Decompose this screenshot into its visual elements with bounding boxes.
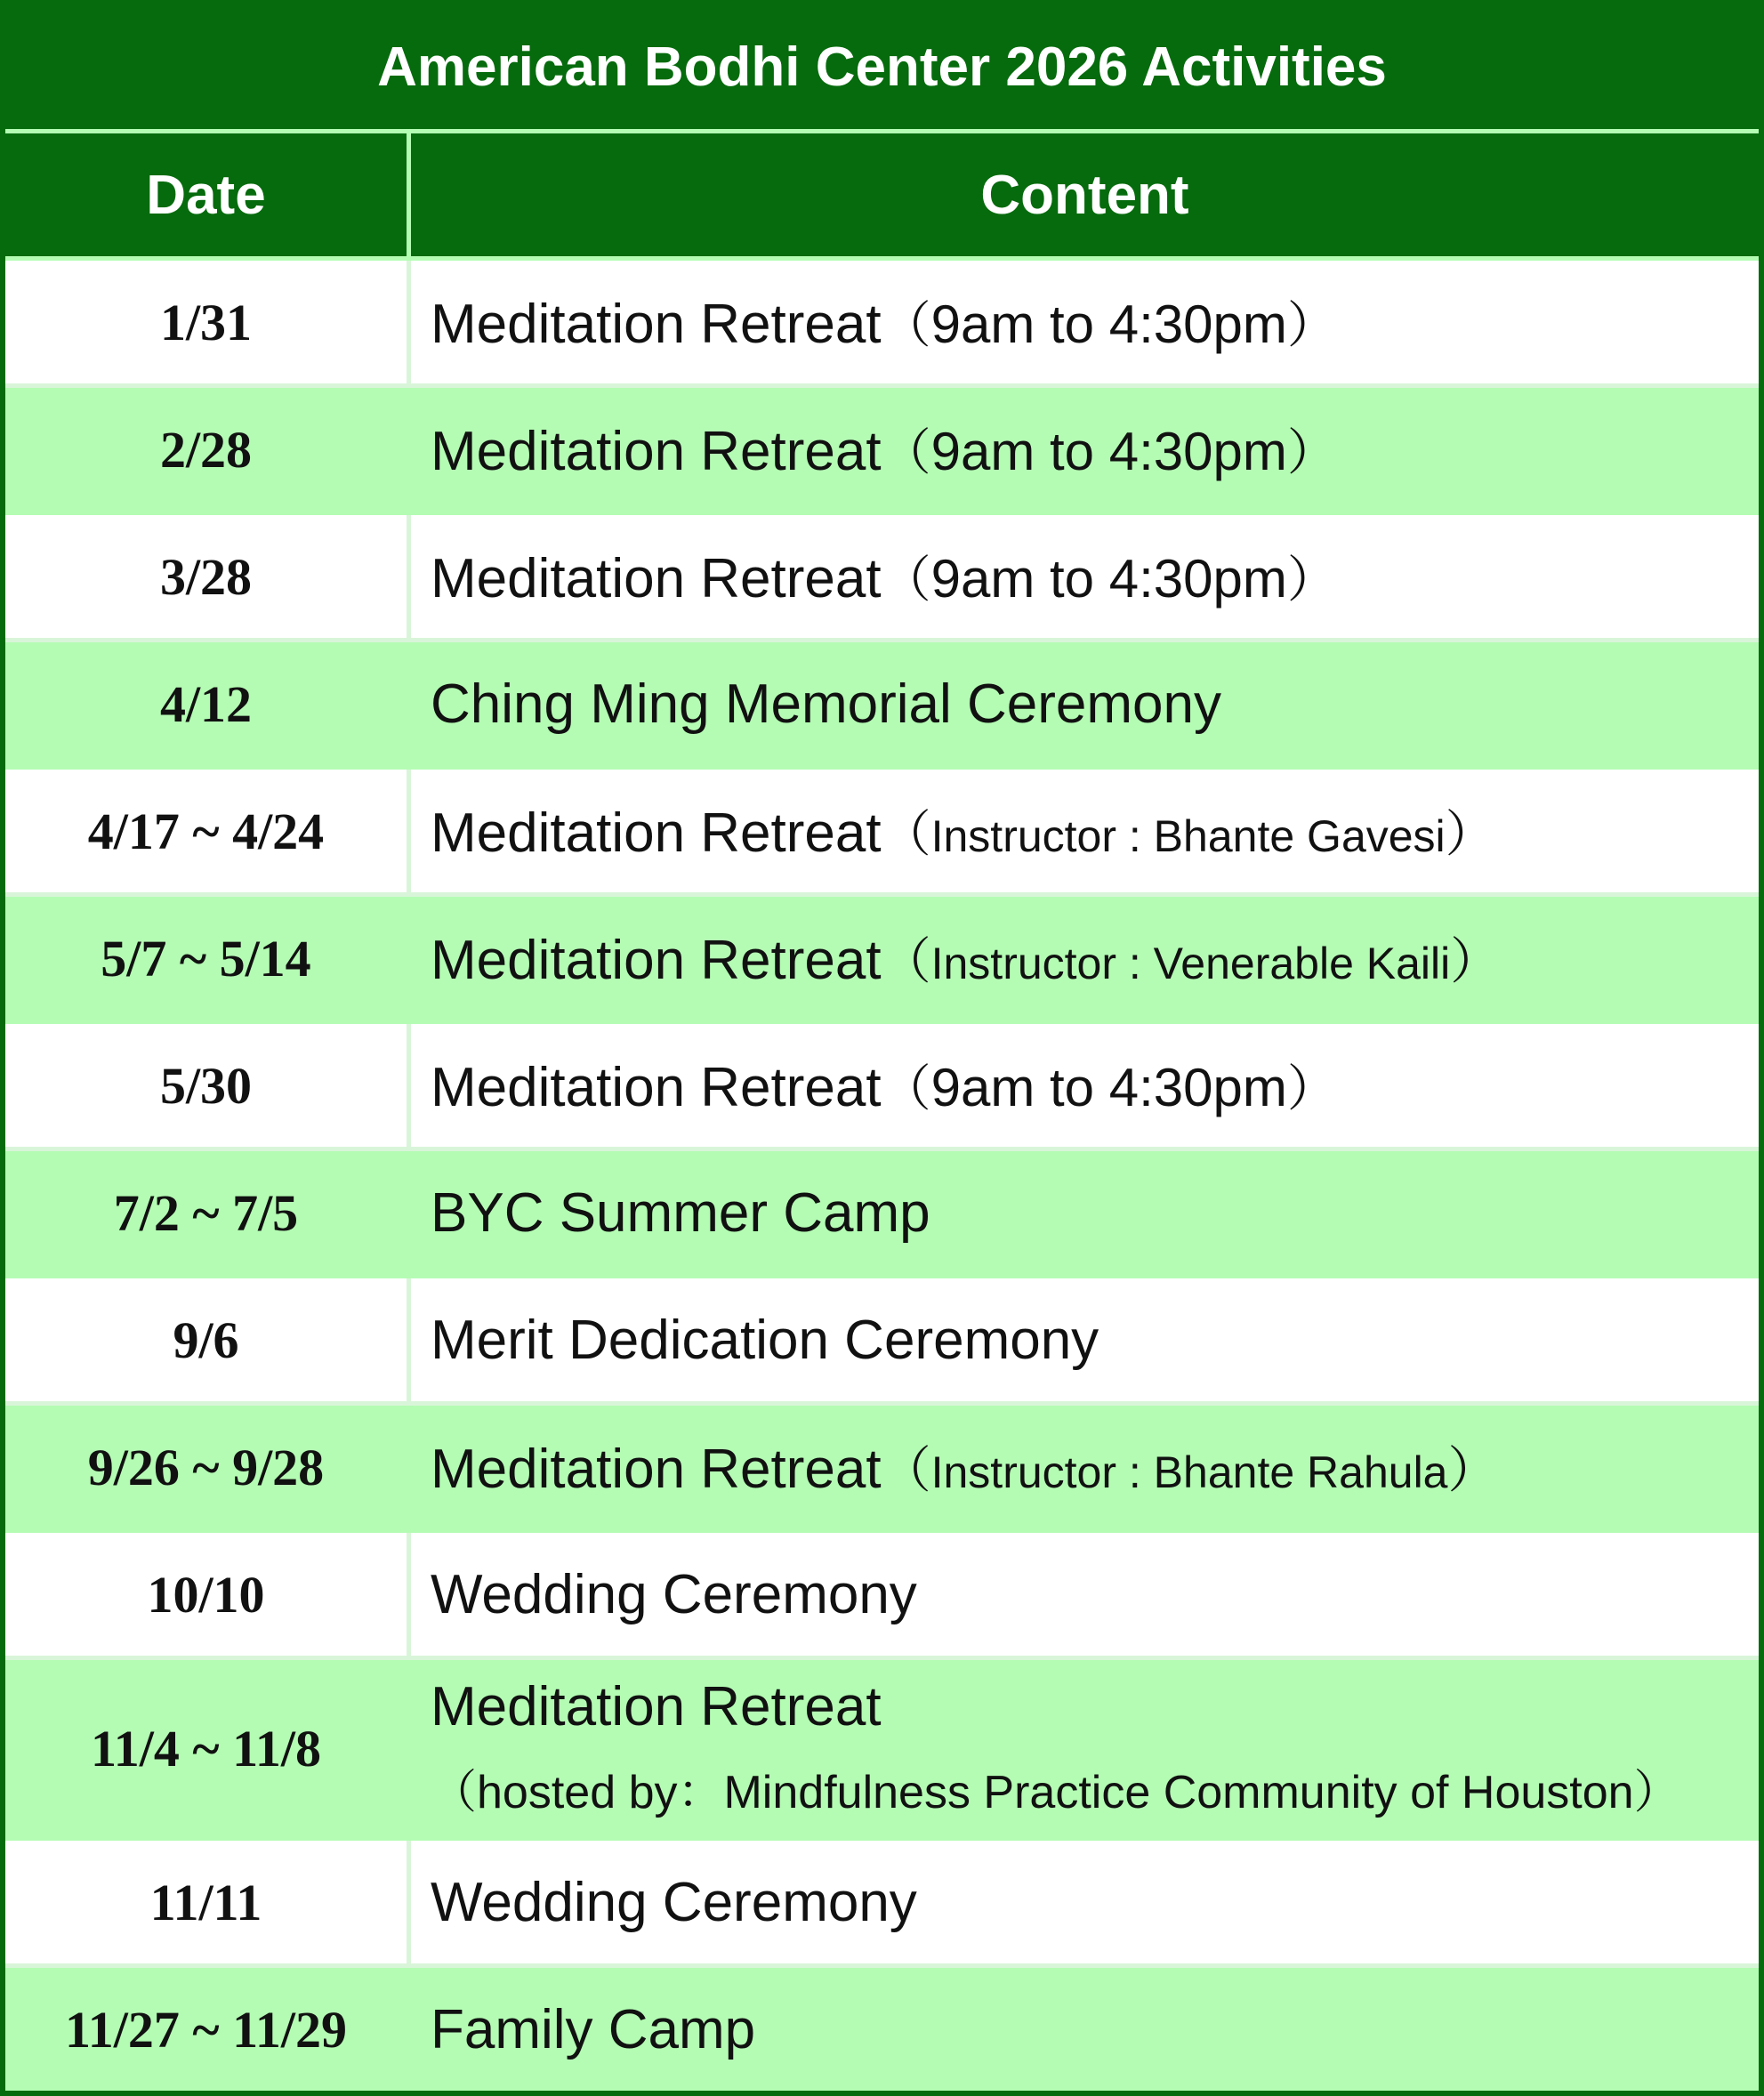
activity-name: Meditation Retreat (431, 548, 882, 609)
open-paren: （ (881, 424, 931, 480)
activity-name: Family Camp (431, 1998, 756, 2060)
table-row (5, 1024, 1759, 1147)
table-row (5, 1968, 1759, 2091)
activity-detail: Instructor : Bhante Rahula (930, 1447, 1448, 1497)
content-cell (411, 1660, 1759, 1836)
content-line (431, 1050, 1337, 1121)
table-row (5, 1151, 1759, 1274)
activity-host: （hosted by：Mindfulness Practice Community of Houston） (431, 1767, 1680, 1818)
activity-name: Meditation Retreat (431, 421, 882, 482)
close-paren: ） (1286, 297, 1337, 353)
content-cell (411, 1278, 1759, 1401)
content-line (431, 673, 1221, 736)
content-line (431, 1675, 882, 1738)
date-cell: 1/31 (5, 261, 407, 383)
activity-name: Wedding Ceremony (431, 1871, 917, 1933)
content-line (431, 1563, 917, 1626)
content-line (431, 1871, 917, 1934)
open-paren: （ (881, 297, 931, 353)
content-cell (411, 1151, 1759, 1274)
table-row (5, 1660, 1759, 1836)
activity-name: Meditation Retreat (431, 1439, 882, 1500)
table-row (5, 1841, 1759, 1963)
close-paren: ） (1286, 424, 1337, 480)
open-paren: （ (881, 552, 931, 608)
activity-detail: Instructor : Bhante Gavesi (930, 811, 1446, 861)
table-title: American Bodhi Center 2026 Activities (5, 5, 1759, 129)
content-cell (411, 1406, 1759, 1528)
date-cell: 7/2 ~ 7/5 (5, 1151, 407, 1274)
table-row (5, 642, 1759, 765)
date-cell: 4/12 (5, 642, 407, 765)
close-paren: ） (1286, 552, 1337, 608)
content-cell (411, 261, 1759, 383)
activity-name: BYC Summer Camp (431, 1181, 930, 1244)
table-header-row (5, 133, 1759, 256)
close-paren: ） (1447, 1442, 1498, 1498)
date-cell: 11/27 ~ 11/29 (5, 1968, 407, 2091)
date-cell: 11/4 ~ 11/8 (5, 1660, 407, 1836)
date-column-header: Date (5, 133, 407, 256)
activity-name: Wedding Ceremony (431, 1563, 917, 1625)
content-cell (411, 897, 1759, 1020)
date-cell: 3/28 (5, 515, 407, 638)
activity-name: Meditation Retreat (431, 802, 882, 864)
open-paren: （ (881, 933, 931, 989)
activity-name: Meditation Retreat (431, 1057, 882, 1118)
content-line (431, 414, 1337, 485)
activity-name: Meditation Retreat (431, 930, 882, 991)
activity-name: Meditation Retreat (431, 294, 882, 355)
content-cell (411, 1841, 1759, 1963)
close-paren: ） (1445, 806, 1495, 862)
content-cell (411, 770, 1759, 892)
content-line (431, 1181, 930, 1245)
content-line (431, 923, 1500, 994)
content-cell (411, 388, 1759, 511)
activity-detail: 9am to 4:30pm (930, 294, 1287, 354)
table-row (5, 515, 1759, 638)
content-line (431, 1431, 1498, 1503)
table-row (5, 1533, 1759, 1656)
date-cell: 4/17 ~ 4/24 (5, 770, 407, 892)
activity-detail: 9am to 4:30pm (930, 549, 1287, 609)
content-line (431, 1309, 1099, 1372)
table-row (5, 1278, 1759, 1401)
content-cell (411, 1024, 1759, 1147)
table-row (5, 261, 1759, 383)
open-paren: （ (881, 1060, 931, 1117)
date-cell: 5/7 ~ 5/14 (5, 897, 407, 1020)
activity-detail: 9am to 4:30pm (930, 422, 1287, 481)
table-row (5, 388, 1759, 511)
content-line (431, 541, 1337, 612)
activity-detail: 9am to 4:30pm (930, 1058, 1287, 1117)
content-line (431, 286, 1337, 358)
content-cell (411, 1968, 1759, 2091)
open-paren: （ (881, 806, 931, 862)
date-cell: 2/28 (5, 388, 407, 511)
table-row (5, 770, 1759, 892)
close-paren: ） (1286, 1060, 1337, 1117)
date-cell: 9/6 (5, 1278, 407, 1401)
date-cell: 10/10 (5, 1533, 407, 1656)
activity-name: Meditation Retreat (431, 1676, 882, 1737)
content-line (431, 795, 1495, 867)
date-cell: 5/30 (5, 1024, 407, 1147)
content-column-header: Content (411, 133, 1759, 256)
content-cell (411, 515, 1759, 638)
date-cell: 11/11 (5, 1841, 407, 1963)
content-cell (411, 1533, 1759, 1656)
activity-name: Ching Ming Memorial Ceremony (431, 673, 1221, 735)
content-line (431, 1998, 755, 2061)
open-paren: （ (881, 1442, 931, 1498)
date-cell: 9/26 ~ 9/28 (5, 1406, 407, 1528)
activity-name: Merit Dedication Ceremony (431, 1309, 1099, 1371)
table-row (5, 897, 1759, 1020)
table-row (5, 1406, 1759, 1528)
close-paren: ） (1450, 933, 1501, 989)
content-cell (411, 642, 1759, 765)
activity-detail: Instructor : Venerable Kaili (930, 939, 1451, 988)
